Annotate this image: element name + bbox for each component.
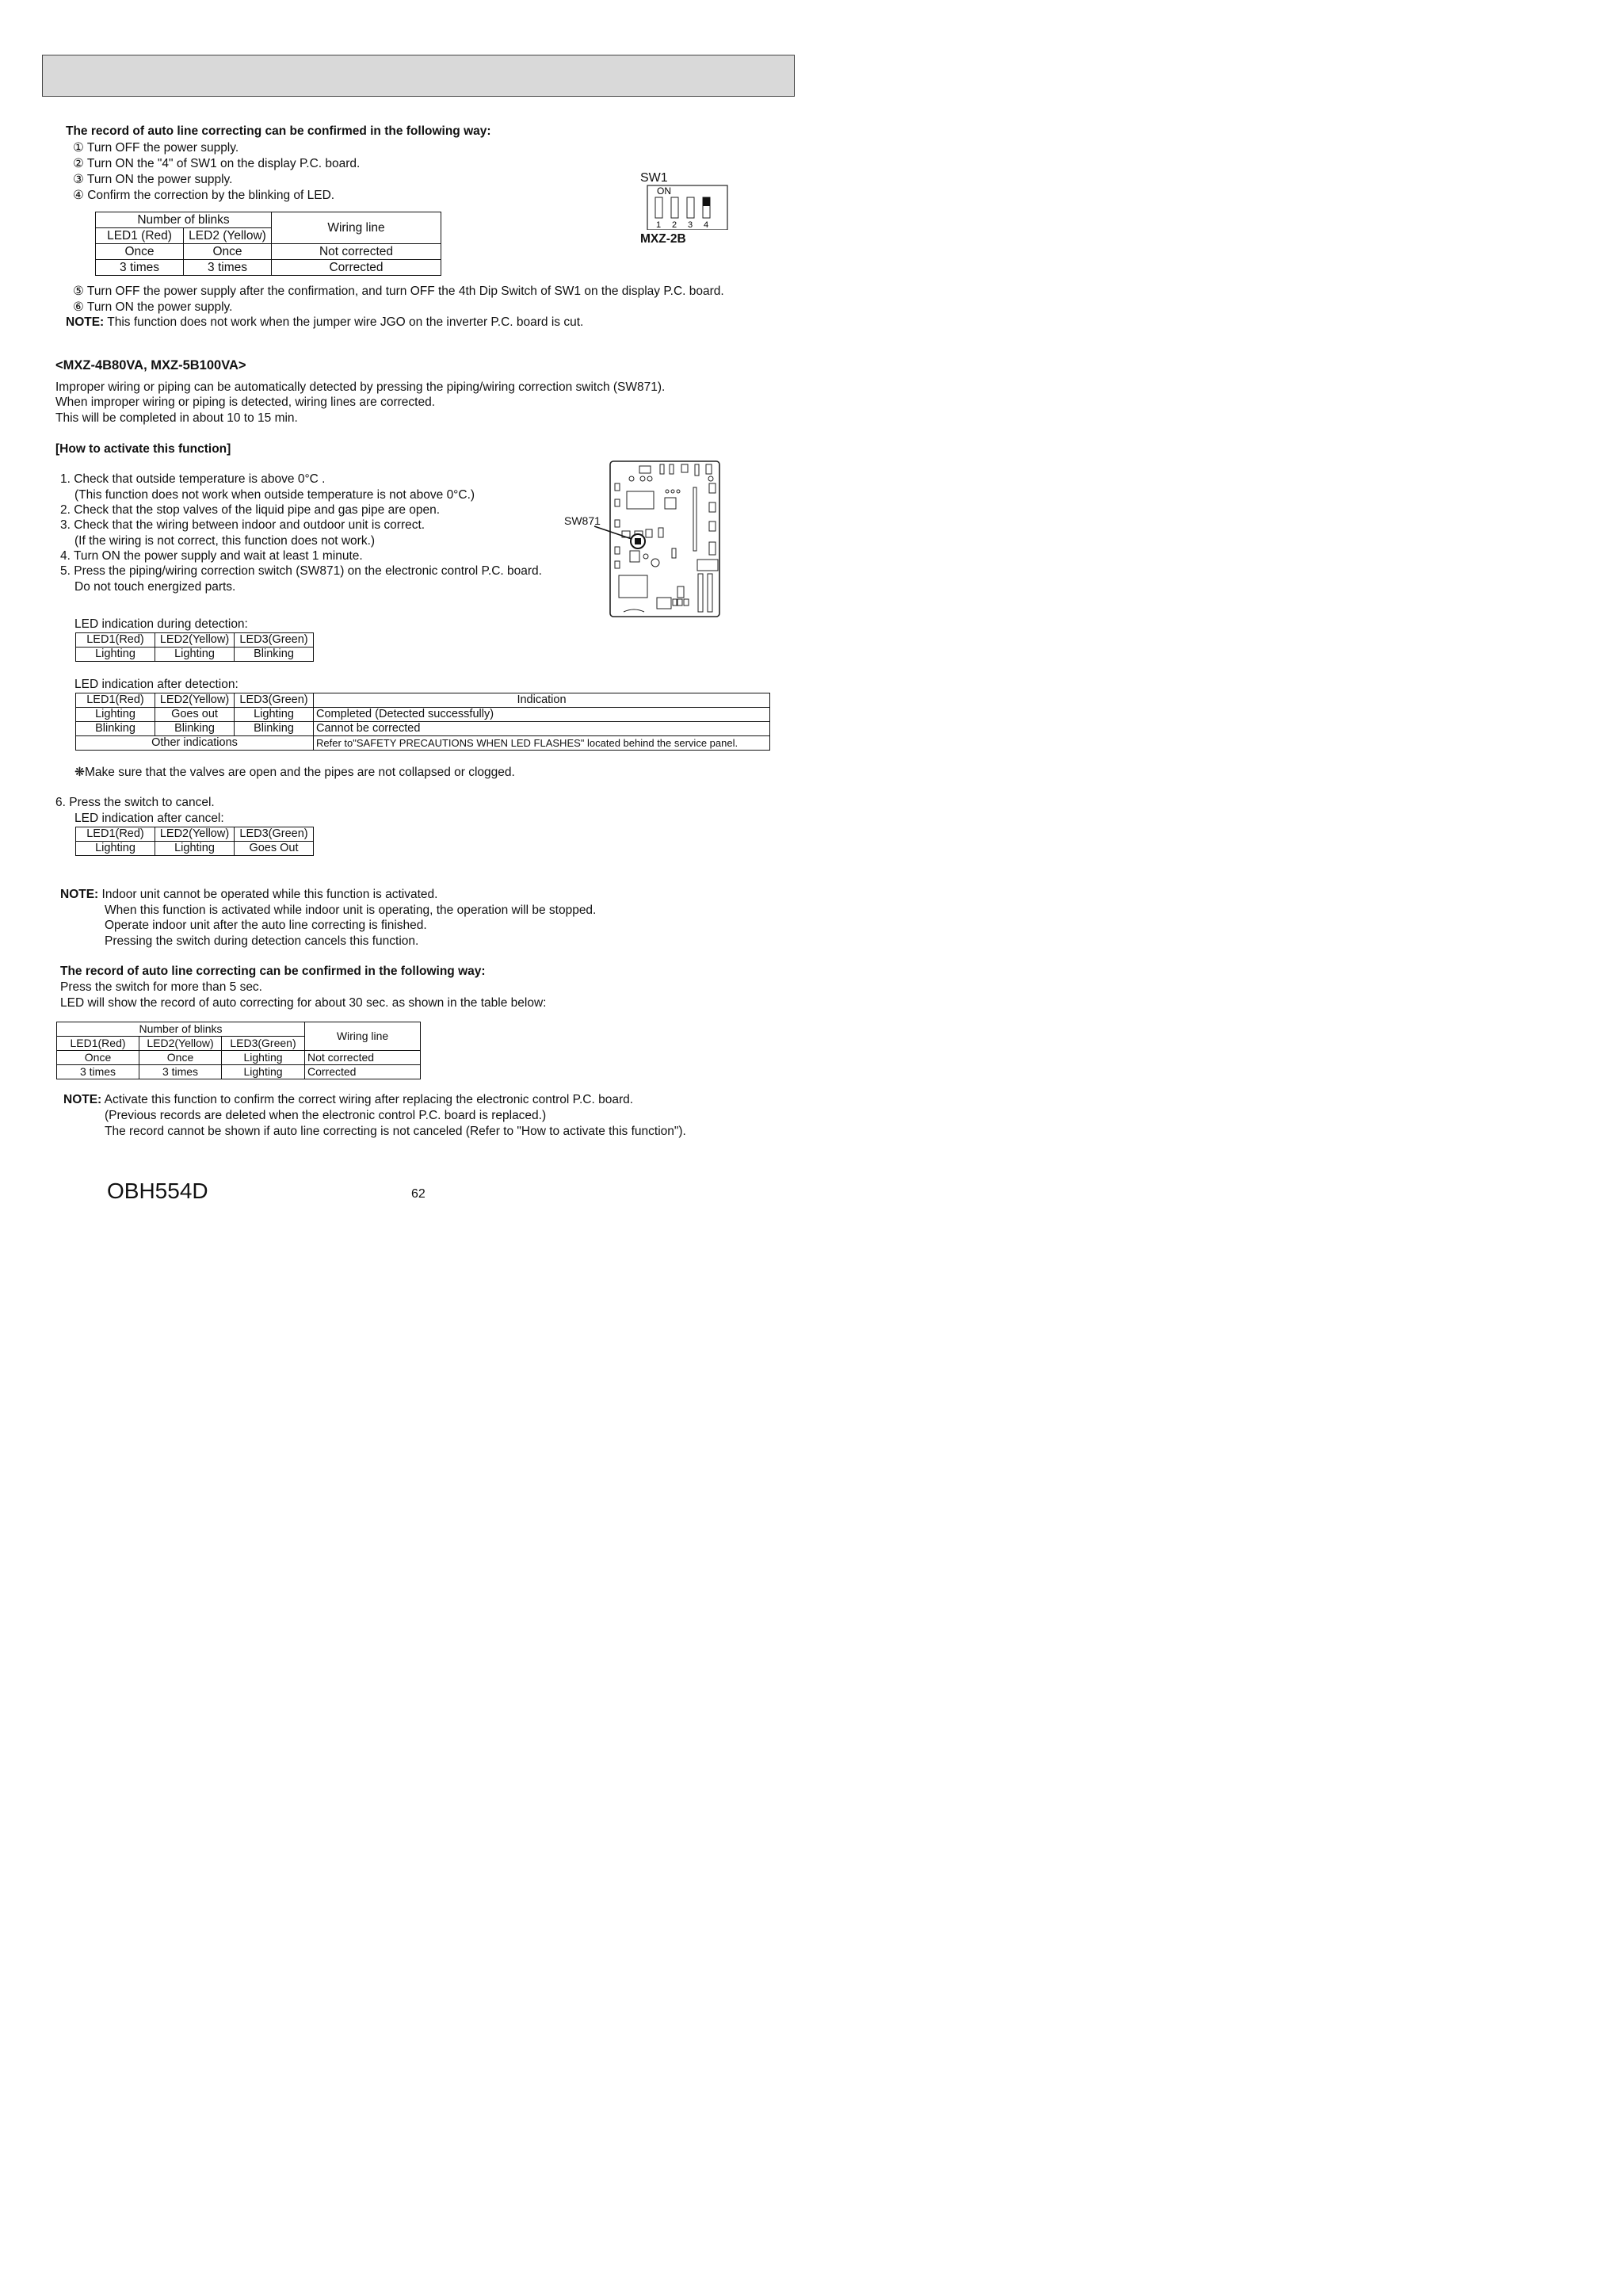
table-col-led3: LED3(Green): [235, 693, 314, 708]
led-after-table: [75, 693, 770, 751]
table-row: [57, 1065, 421, 1079]
activate-step: Do not touch energized parts.: [74, 580, 236, 594]
note-1: [66, 315, 583, 330]
table-row: [96, 260, 441, 276]
activate-step: 2. Check that the stop valves of the liquid pipe and gas pipe are open.: [60, 503, 441, 517]
record-heading-1: The record of auto line correcting can be confirmed in the following way:: [66, 124, 491, 138]
note-text: Indoor unit cannot be operated while this function is activated.: [98, 888, 438, 901]
table-cell: Blinking: [155, 722, 235, 736]
table-col-led2: LED2(Yellow): [155, 633, 235, 648]
table-row: [76, 648, 314, 662]
note-line: (Previous records are deleted when the electronic control P.C. board is replaced.): [105, 1109, 547, 1122]
step-6-cancel: 6. Press the switch to cancel.: [55, 796, 215, 809]
dip-on-label: ON: [657, 185, 671, 197]
dip-number: 1: [656, 220, 662, 230]
table-row: [76, 708, 770, 722]
how-to-heading: [How to activate this function]: [55, 442, 231, 456]
table-row: [57, 1051, 421, 1065]
step-3: ③ Turn ON the power supply.: [73, 173, 233, 186]
step-2: ② Turn ON the "4" of SW1 on the display P.C. board.: [73, 157, 361, 170]
dip-number: 3: [688, 220, 693, 230]
note-line: The record cannot be shown if auto line correcting is not canceled (Refer to "How to activate this function").: [105, 1125, 686, 1138]
table-col-led2: LED2(Yellow): [155, 827, 235, 842]
table-col-led2: LED2(Yellow): [155, 693, 235, 708]
note-label: NOTE:: [66, 315, 105, 329]
sw871-label: SW871: [564, 514, 601, 527]
make-sure-note: ❋Make sure that the valves are open and the pipes are not collapsed or clogged.: [74, 766, 515, 779]
table-col-led2: LED2(Yellow): [139, 1037, 222, 1051]
sw1-title: SW1: [640, 171, 668, 185]
table-col-led1: LED1(Red): [57, 1037, 139, 1051]
step-5: ⑤ Turn OFF the power supply after the confirmation, and turn OFF the 4th Dip Switch of SW1 on the display P.C. board.: [73, 285, 724, 298]
table-cell: 3 times: [139, 1065, 222, 1079]
table-cell: Blinking: [235, 648, 314, 662]
pc-board-figure: [590, 460, 725, 620]
table-cell: Corrected: [305, 1065, 421, 1079]
table-group-header: Number of blinks: [96, 212, 272, 228]
table-cell: Once: [57, 1051, 139, 1065]
model-label: MXZ-2B: [640, 232, 686, 246]
table-group-header: Number of blinks: [57, 1022, 305, 1037]
step-4: ④ Confirm the correction by the blinking of LED.: [73, 189, 335, 202]
dip-switch-figure: [647, 184, 729, 230]
blink-record-table-1: [95, 212, 441, 276]
doc-code: OBH554D: [107, 1179, 208, 1203]
table-cell: Blinking: [76, 722, 155, 736]
table-cell: Lighting: [76, 648, 155, 662]
record-line: Press the switch for more than 5 sec.: [60, 980, 262, 994]
note-2: [60, 888, 437, 902]
led-cancel-table: [75, 827, 314, 856]
section-heading: <MXZ-4B80VA, MXZ-5B100VA>: [55, 358, 246, 372]
during-caption: LED indication during detection:: [74, 617, 248, 631]
page-number: 62: [411, 1187, 426, 1201]
cancel-caption: LED indication after cancel:: [74, 812, 224, 825]
activate-step: (If the wiring is not correct, this function does not work.): [74, 534, 376, 548]
table-cell: Cannot be corrected: [314, 722, 770, 736]
note-label: NOTE:: [63, 1093, 102, 1106]
table-cell: Lighting: [222, 1065, 305, 1079]
table-row: [76, 722, 770, 736]
note-line: When this function is activated while indoor unit is operating, the operation will be stopped.: [105, 904, 597, 917]
led-during-table: [75, 632, 314, 662]
step-1: ① Turn OFF the power supply.: [73, 141, 239, 155]
dip-number: 2: [672, 220, 677, 230]
table-cell: Lighting: [155, 648, 235, 662]
table-row: [76, 842, 314, 856]
table-col-wiring: Wiring line: [305, 1022, 421, 1051]
intro-line: Improper wiring or piping can be automatically detected by pressing the piping/wiring correction switch (SW871).: [55, 380, 666, 394]
activate-step: 1. Check that outside temperature is above 0°C .: [60, 472, 326, 486]
table-col-led1: LED1(Red): [76, 827, 155, 842]
table-cell: Goes out: [155, 708, 235, 722]
activate-step: 3. Check that the wiring between indoor and outdoor unit is correct.: [60, 518, 426, 532]
table-col-wiring: Wiring line: [272, 212, 441, 244]
table-cell: Goes Out: [235, 842, 314, 856]
record-heading-2: The record of auto line correcting can be confirmed in the following way:: [60, 965, 486, 978]
table-col-led1: LED1(Red): [76, 633, 155, 648]
table-cell: Blinking: [235, 722, 314, 736]
table-cell: Not corrected: [272, 244, 441, 260]
table-cell: Completed (Detected successfully): [314, 708, 770, 722]
table-col-led1: LED1 (Red): [96, 228, 184, 244]
note-label: NOTE:: [60, 888, 99, 901]
note-3: [63, 1093, 633, 1107]
table-cell: 3 times: [57, 1065, 139, 1079]
header-bar: [42, 55, 795, 97]
step-6: ⑥ Turn ON the power supply.: [73, 300, 233, 314]
note-text: Activate this function to confirm the correct wiring after replacing the electronic control P.C. board.: [101, 1093, 634, 1106]
table-col-led3: LED3(Green): [235, 827, 314, 842]
note-text: This function does not work when the jumper wire JGO on the inverter P.C. board is cut.: [104, 315, 584, 329]
table-col-indication: Indication: [314, 693, 770, 708]
after-caption: LED indication after detection:: [74, 678, 239, 691]
note-line: Pressing the switch during detection cancels this function.: [105, 934, 419, 948]
table-cell: 3 times: [96, 260, 184, 276]
record-line: LED will show the record of auto correcting for about 30 sec. as shown in the table below:: [60, 996, 547, 1010]
table-cell: Lighting: [235, 708, 314, 722]
table-cell: Other indications: [76, 736, 314, 751]
activate-step: (This function does not work when outside temperature is not above 0°C.): [74, 488, 475, 502]
intro-line: When improper wiring or piping is detected, wiring lines are corrected.: [55, 395, 435, 409]
table-cell: Refer to"SAFETY PRECAUTIONS WHEN LED FLASHES" located behind the service panel.: [314, 736, 770, 751]
table-col-led3: LED3(Green): [222, 1037, 305, 1051]
dip-number: 4: [704, 220, 709, 230]
table-cell: Once: [139, 1051, 222, 1065]
table-col-led2: LED2 (Yellow): [184, 228, 272, 244]
intro-line: This will be completed in about 10 to 15 min.: [55, 411, 298, 425]
table-cell: Lighting: [76, 842, 155, 856]
note-line: Operate indoor unit after the auto line correcting is finished.: [105, 919, 427, 932]
table-cell: Not corrected: [305, 1051, 421, 1065]
table-cell: Corrected: [272, 260, 441, 276]
activate-step: 5. Press the piping/wiring correction switch (SW871) on the electronic control P.C. board.: [60, 564, 542, 578]
table-row: [96, 244, 441, 260]
table-cell: 3 times: [184, 260, 272, 276]
table-cell: Once: [96, 244, 184, 260]
table-cell: Lighting: [222, 1051, 305, 1065]
table-col-led1: LED1(Red): [76, 693, 155, 708]
table-col-led3: LED3(Green): [235, 633, 314, 648]
table-row: [76, 736, 770, 751]
activate-step: 4. Turn ON the power supply and wait at least 1 minute.: [60, 549, 363, 563]
table-cell: Once: [184, 244, 272, 260]
blink-record-table-2: [56, 1022, 421, 1079]
table-cell: Lighting: [76, 708, 155, 722]
table-cell: Lighting: [155, 842, 235, 856]
